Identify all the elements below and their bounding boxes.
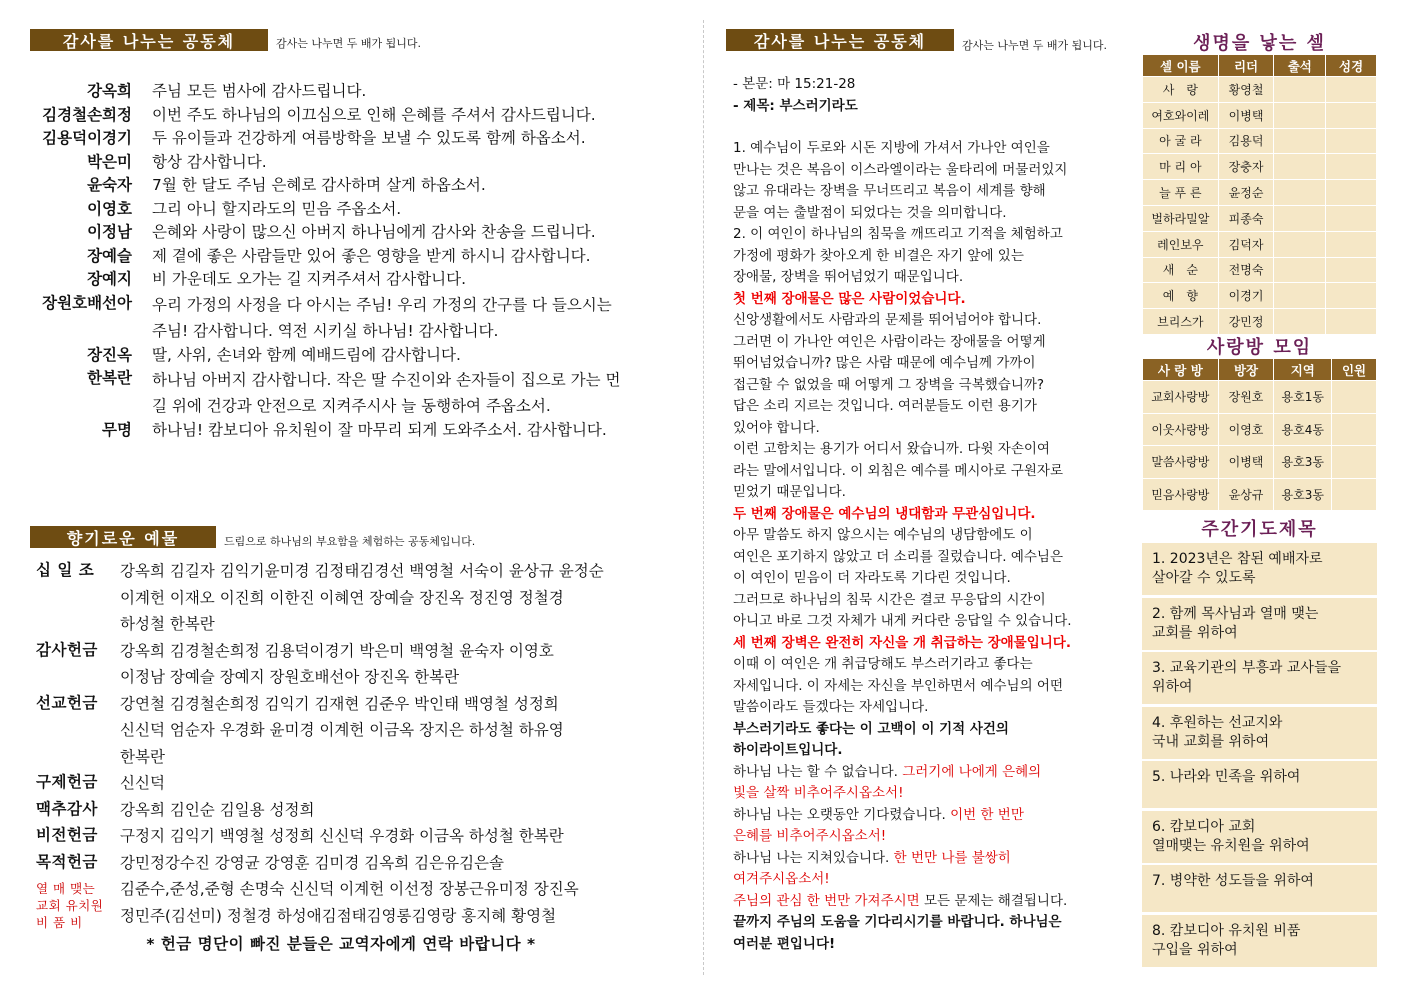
- sermon-text-ref: - 본문: 마 15:21-28: [733, 76, 856, 92]
- sermon-confession-2: [733, 805, 1133, 848]
- offering-names: 강옥희 김길자 김익기윤미경 김정태김경선 백영철 서숙이 윤상규 윤정순 이계헌 이재오 이진희 이한진 이혜연 장예슬 장진옥 정진영 정철경 하성철 한복란: [120, 562, 604, 633]
- cells-cell: [1326, 283, 1377, 309]
- offering-section-title: 향기로운 예물: [30, 526, 216, 548]
- cells-header-cell: 셀 이름: [1143, 55, 1219, 77]
- prayer-item: 5. 나라와 민족을 위하여: [1142, 761, 1377, 808]
- cells-cell: [1274, 309, 1326, 335]
- cells-cell: [1326, 154, 1377, 180]
- thanks-entry-name: 이영호: [87, 199, 132, 218]
- cells-cell: 사 랑: [1143, 77, 1219, 103]
- thanks-entry: [28, 292, 678, 344]
- cells-cell: 김덕자: [1218, 231, 1274, 257]
- prayer-item: 3. 교육기관의 부흥과 교사들을 위하여: [1142, 652, 1377, 704]
- table-row: [1143, 257, 1377, 283]
- confession-4-lead: 주님의 관심 한 번만 가져주시면: [733, 892, 920, 909]
- offering-label: 감사헌금: [36, 640, 98, 659]
- cells-cell: [1274, 102, 1326, 128]
- thanks-entry-text: 항상 감사합니다.: [152, 152, 267, 171]
- rooms-cell: 용호4동: [1274, 413, 1332, 446]
- table-row: [1143, 205, 1377, 231]
- cells-cell: 피종숙: [1218, 205, 1274, 231]
- cells-cell: 새 순: [1143, 257, 1219, 283]
- cells-cell: [1326, 77, 1377, 103]
- sermon-confession-4: [733, 891, 1133, 913]
- thanks-entry: [28, 80, 678, 104]
- offering-row: [36, 797, 676, 824]
- thanks-entry: [28, 127, 678, 151]
- table-row: [1143, 446, 1377, 479]
- prayer-item: 4. 후원하는 선교지와 국내 교회를 위하여: [1142, 707, 1377, 759]
- rooms-table: [1142, 358, 1377, 511]
- sermon-highlight: 부스러기라도 좋다는 이 고백이 이 기적 사건의 하이라이트입니다.: [733, 720, 1009, 758]
- prayer-item: 8. 캄보디아 유치원 비품 구입을 위하여: [1142, 915, 1377, 967]
- thanks-entry: [28, 419, 678, 443]
- thanks-entry: [28, 367, 678, 419]
- thanks-entry: [28, 174, 678, 198]
- thanks-list: [28, 80, 678, 443]
- thanks-entry-name: 박은미: [87, 152, 132, 171]
- table-row: [1143, 180, 1377, 206]
- cells-cell: 강민정: [1218, 309, 1274, 335]
- table-row: [1143, 77, 1377, 103]
- rooms-cell: 용호3동: [1274, 446, 1332, 479]
- thanks-entry-name: 장예지: [87, 270, 132, 288]
- cells-cell: 전명숙: [1218, 257, 1274, 283]
- offering-note: * 헌금 명단이 빠진 분들은 교역자에게 연락 바랍니다 *: [146, 935, 536, 953]
- thanks-section-subtitle: 감사는 나누면 두 배가 됩니다.: [276, 37, 421, 50]
- thanks-entry: [28, 198, 678, 222]
- prayer-list: [1142, 543, 1377, 969]
- sermon-paragraph-5: 이때 이 여인은 개 취급당해도 부스러기라고 좋다는 자세입니다. 이 자세는 자신을 부인하면서 예수님의 어떤 말씀이라도 들겠다는 자세입니다.: [733, 656, 1063, 715]
- rooms-cell: [1332, 381, 1377, 414]
- thanks-section-title: 감사를 나누는 공동체: [30, 29, 268, 51]
- table-row: [1143, 283, 1377, 309]
- offering-label: 맥추감사: [36, 799, 98, 818]
- rooms-cell: 이웃사랑방: [1143, 413, 1219, 446]
- thanks-entry-text: 하나님! 캄보디아 유치원이 잘 마무리 되게 도와주소서. 감사합니다.: [152, 421, 607, 439]
- cells-cell: 벌하라밀알: [1143, 205, 1219, 231]
- table-row: [1143, 478, 1377, 511]
- thanks-entry-text: 하나님 아버지 감사합니다. 작은 딸 수진이와 손자들이 집으로 가는 먼 길 위에 건강과 안전으로 지켜주시사 늘 동행하여 주옵소서.: [152, 371, 621, 415]
- table-row: [1143, 413, 1377, 446]
- table-row: [1143, 154, 1377, 180]
- cells-title: 생명을 낳는 셀: [1193, 33, 1326, 54]
- thanks-entry-name: 무명: [102, 421, 132, 439]
- cells-cell: 여호와이레: [1143, 102, 1219, 128]
- thanks-entry-text: 이번 주도 하나님의 이끄심으로 인해 은혜를 주셔서 감사드립니다.: [152, 105, 596, 124]
- thanks-entry-name: 김용덕이경기: [42, 129, 132, 147]
- sermon-paragraph-2: 2. 이 여인이 하나님의 침묵을 깨뜨리고 기적을 체험하고 가정에 평화가 찾아오게 한 비결은 자기 앞에 있는 장애물, 장벽을 뛰어넘었기 때문입니다.: [733, 226, 1063, 285]
- offering-label: 목적헌금: [36, 852, 98, 871]
- prayer-item: 6. 캄보디아 교회 열매맺는 유치원을 위하여: [1142, 811, 1377, 863]
- offering-label: 십 일 조: [36, 561, 95, 579]
- cells-cell: 마 리 아: [1143, 154, 1219, 180]
- offering-row: [36, 770, 676, 797]
- thanks-entry-text: 주님 모든 범사에 감사드립니다.: [152, 82, 367, 100]
- thanks-entry-name: 장진옥: [87, 345, 132, 364]
- cells-table: [1142, 54, 1377, 335]
- sermon-heading-1: 첫 번째 장애물은 많은 사람이었습니다.: [733, 290, 966, 307]
- table-row: [1143, 231, 1377, 257]
- thanks-entry-name: 장원호배선아: [42, 293, 132, 312]
- cells-cell: 이병택: [1218, 102, 1274, 128]
- confession-2-lead: 하나님 나는 오랫동안 기다렸습니다.: [733, 806, 951, 823]
- cells-header-cell: 출석: [1274, 55, 1326, 77]
- thanks-entry-name: 장예슬: [87, 246, 132, 265]
- rooms-cell: 말씀사랑방: [1143, 446, 1219, 479]
- rooms-header-cell: 사 랑 방: [1143, 359, 1219, 381]
- thanks-entry-text: 두 유이들과 건강하게 여름방학을 보낼 수 있도록 함께 하옵소서.: [152, 129, 586, 147]
- rooms-cell: 윤상규: [1218, 478, 1274, 511]
- table-row: [1143, 309, 1377, 335]
- prayer-title: 주간기도제목: [1201, 519, 1318, 540]
- sermon-section-title: 감사를 나누는 공동체: [726, 29, 954, 51]
- cells-cell: [1274, 77, 1326, 103]
- rooms-header-cell: 방장: [1218, 359, 1274, 381]
- sermon-confession-1: [733, 762, 1133, 805]
- offering-row: [36, 691, 676, 771]
- rooms-cell: 교회사랑방: [1143, 381, 1219, 414]
- cells-cell: [1326, 180, 1377, 206]
- cells-cell: [1326, 309, 1377, 335]
- thanks-entry-name: 한복란: [87, 369, 132, 387]
- rooms-title: 사랑방 모임: [1206, 337, 1313, 358]
- confession-2-plea: 이번 한 번만 은혜를 비추어주시옵소서!: [733, 806, 1024, 844]
- offering-row-special: [36, 876, 676, 931]
- thanks-entry: [28, 245, 678, 269]
- confession-4-tail: 모든 문제는 해결됩니다.: [919, 892, 1068, 909]
- confession-1-lead: 하나님 나는 할 수 없습니다.: [733, 763, 903, 780]
- thanks-entry: [28, 104, 678, 128]
- cells-cell: 김용덕: [1218, 128, 1274, 154]
- sermon-confession-3: [733, 848, 1133, 891]
- cells-cell: [1274, 283, 1326, 309]
- cells-cell: [1326, 257, 1377, 283]
- sermon-paragraph-4: 아무 말씀도 하지 않으시는 예수님의 냉담함에도 이 여인은 포기하지 않았고 더 소리를 질렀습니다. 예수님은 이 여인이 믿음이 더 자라도록 기다린 것입니다. 그러므로 하나님의 침묵 시간은 결코 무응답의 시간이 아니고 바로 그것 자체가 내게 커다란 응답일 수 있습니다.: [733, 527, 1072, 629]
- thanks-entry-name: 윤숙자: [87, 176, 132, 194]
- offering-names: 강옥희 김경철손희정 김용덕이경기 박은미 백영철 윤숙자 이영호 이정남 장예슬 장예지 장원호배선아 장진옥 한복란: [120, 641, 554, 686]
- rooms-cell: [1332, 446, 1377, 479]
- cells-cell: [1274, 154, 1326, 180]
- prayer-item: 1. 2023년은 참된 예배자로 살아갈 수 있도록: [1142, 543, 1377, 595]
- cells-cell: [1274, 231, 1326, 257]
- rooms-cell: 믿음사랑방: [1143, 478, 1219, 511]
- cells-cell: [1326, 231, 1377, 257]
- sermon-body: [733, 74, 1133, 955]
- rooms-header-cell: 지역: [1274, 359, 1332, 381]
- offering-row: [36, 558, 676, 638]
- cells-cell: [1274, 128, 1326, 154]
- thanks-entry-text: 은혜와 사랑이 많으신 아버지 하나님에게 감사와 찬송을 드립니다.: [152, 223, 596, 241]
- cells-cell: 윤정순: [1218, 180, 1274, 206]
- rooms-cell: [1332, 413, 1377, 446]
- offering-names: 강민정강수진 강영균 강영훈 김미경 김옥희 김은유김은솔: [120, 853, 504, 872]
- thanks-entry: [28, 268, 678, 292]
- confession-3-lead: 하나님 나는 지쳐있습니다.: [733, 849, 894, 866]
- table-row: [1143, 381, 1377, 414]
- cells-cell: [1326, 102, 1377, 128]
- rooms-cell: 장원호: [1218, 381, 1274, 414]
- thanks-entry-text: 제 곁에 좋은 사람들만 있어 좋은 영향을 받게 하시니 감사합니다.: [152, 246, 591, 265]
- rooms-cell: 이병택: [1218, 446, 1274, 479]
- offering-label: 구제헌금: [36, 773, 98, 791]
- thanks-entry-name: 이정남: [87, 223, 132, 241]
- offering-row: [36, 638, 676, 691]
- thanks-entry-text: 딸, 사위, 손녀와 함께 예배드림에 감사합니다.: [152, 345, 461, 364]
- cells-cell: 늘 푸 른: [1143, 180, 1219, 206]
- offering-names: 강연철 김경철손희정 김익기 김재현 김준우 박인태 백영철 성정희 신신덕 엄순자 우경화 윤미경 이계헌 이금옥 장지은 하성철 하유영 한복란: [120, 694, 564, 766]
- offering-names: 신신덕: [120, 774, 165, 792]
- cells-header-cell: 리더: [1218, 55, 1274, 77]
- cells-cell: 예 향: [1143, 283, 1219, 309]
- cells-cell: 아 굴 라: [1143, 128, 1219, 154]
- sermon-title: - 제목: 부스러기라도: [733, 97, 858, 114]
- offering-label: 비전헌금: [36, 826, 98, 844]
- sermon-closing: 끝까지 주님의 도움을 기다리시기를 바랍니다. 하나님은 여러분 편입니다!: [733, 914, 1062, 952]
- sermon-section-subtitle: 감사는 나누면 두 배가 됩니다.: [962, 39, 1107, 52]
- cells-header-cell: 성경: [1326, 55, 1377, 77]
- sermon-paragraph-3: 신앙생활에서도 사람과의 문제를 뛰어넘어야 합니다. 그러면 이 가나안 여인은 사람이라는 장애물을 어떻게 뛰어넘었습니까? 많은 사람 때문에 예수님께 가까이 접근할 수 없었을 때 어떻게 그 장벽을 극복했습니까? 답은 소리 지르는 것입니다. 여러분들도 이런 용기가 있어야 합니다. 이런 고함치는 용기가 어디서 왔습니까. 다윗 자손이여 라는 말에서입니다. 이 외침은 예수를 메시아로 구원자로 믿었기 때문입니다.: [733, 312, 1063, 500]
- sermon-paragraph-1: 1. 예수님이 두로와 시돈 지방에 가셔서 가나안 여인을 만나는 것은 복음이 이스라엘이라는 울타리에 머물러있지 않고 유대라는 장벽을 무너뜨리고 복음이 세계를 향해 문을 여는 출발점이 되었다는 것을 의미합니다.: [733, 140, 1068, 221]
- cells-cell: 황영철: [1218, 77, 1274, 103]
- rooms-cell: 이영호: [1218, 413, 1274, 446]
- cells-cell: 브리스가: [1143, 309, 1219, 335]
- cells-cell: [1274, 257, 1326, 283]
- prayer-item: 2. 함께 목사님과 열매 맺는 교회를 위하여: [1142, 598, 1377, 650]
- thanks-entry-text: 비 가운데도 오가는 길 지켜주셔서 감사합니다.: [152, 270, 467, 288]
- offering-row: [36, 823, 676, 850]
- cells-cell: 장충자: [1218, 154, 1274, 180]
- cells-cell: 레인보우: [1143, 231, 1219, 257]
- sermon-heading-3: 세 번째 장벽은 완전히 자신을 개 취급하는 장애물입니다.: [733, 634, 1071, 651]
- offering-label-special: 열 매 맺는 교회 유치원 비 품 비: [36, 881, 104, 930]
- cells-cell: [1326, 128, 1377, 154]
- rooms-cell: 용호3동: [1274, 478, 1332, 511]
- thanks-entry-text: 우리 가정의 사정을 다 아시는 주님! 우리 가정의 간구를 다 들으시는 주님! 감사합니다. 역전 시키실 하나님! 감사합니다.: [152, 295, 612, 340]
- table-row: [1143, 128, 1377, 154]
- offering-names-special: 김준수,준성,준형 손명숙 신신덕 이계헌 이선정 장봉근유미정 장진옥 정민주(김선미) 정철경 하성애김점태김영롱김영랑 홍지혜 황영철: [120, 880, 579, 925]
- confession-1-plea: 그러기에 나에게 은혜의 빛을 살짝 비추어주시옵소서!: [733, 763, 1042, 801]
- cells-cell: [1326, 205, 1377, 231]
- rooms-cell: [1332, 478, 1377, 511]
- offering-names: 강옥희 김인순 김일용 성정희: [120, 800, 315, 819]
- cells-cell: [1274, 180, 1326, 206]
- rooms-cell: 용호1동: [1274, 381, 1332, 414]
- offering-label: 선교헌금: [36, 693, 98, 712]
- cells-cell: [1274, 205, 1326, 231]
- thanks-entry: [28, 344, 678, 368]
- cells-cell: 이경기: [1218, 283, 1274, 309]
- rooms-header-cell: 인원: [1332, 359, 1377, 381]
- confession-3-plea: 한 번만 나를 불쌍히 여겨주시옵소서!: [733, 849, 1011, 887]
- thanks-entry-text: 7월 한 달도 주님 은혜로 감사하며 살게 하옵소서.: [152, 176, 486, 194]
- thanks-entry-name: 김경철손희정: [42, 105, 132, 124]
- offering-row: [36, 850, 676, 877]
- offering-list: [36, 558, 676, 954]
- prayer-item: 7. 병약한 성도들을 위하여: [1142, 865, 1377, 912]
- thanks-entry: [28, 151, 678, 175]
- offering-names: 구정지 김익기 백영철 성정희 신신덕 우경화 이금옥 하성철 한복란: [120, 827, 564, 845]
- offering-section-subtitle: 드림으로 하나님의 부요함을 체험하는 공동체입니다.: [224, 535, 476, 548]
- table-row: [1143, 102, 1377, 128]
- sermon-heading-2: 두 번째 장애물은 예수님의 냉대함과 무관심입니다.: [733, 505, 1036, 522]
- thanks-entry-name: 강옥희: [87, 82, 132, 100]
- thanks-entry: [28, 221, 678, 245]
- thanks-entry-text: 그리 아니 할지라도의 믿음 주옵소서.: [152, 199, 402, 218]
- page-divider: [703, 20, 704, 975]
